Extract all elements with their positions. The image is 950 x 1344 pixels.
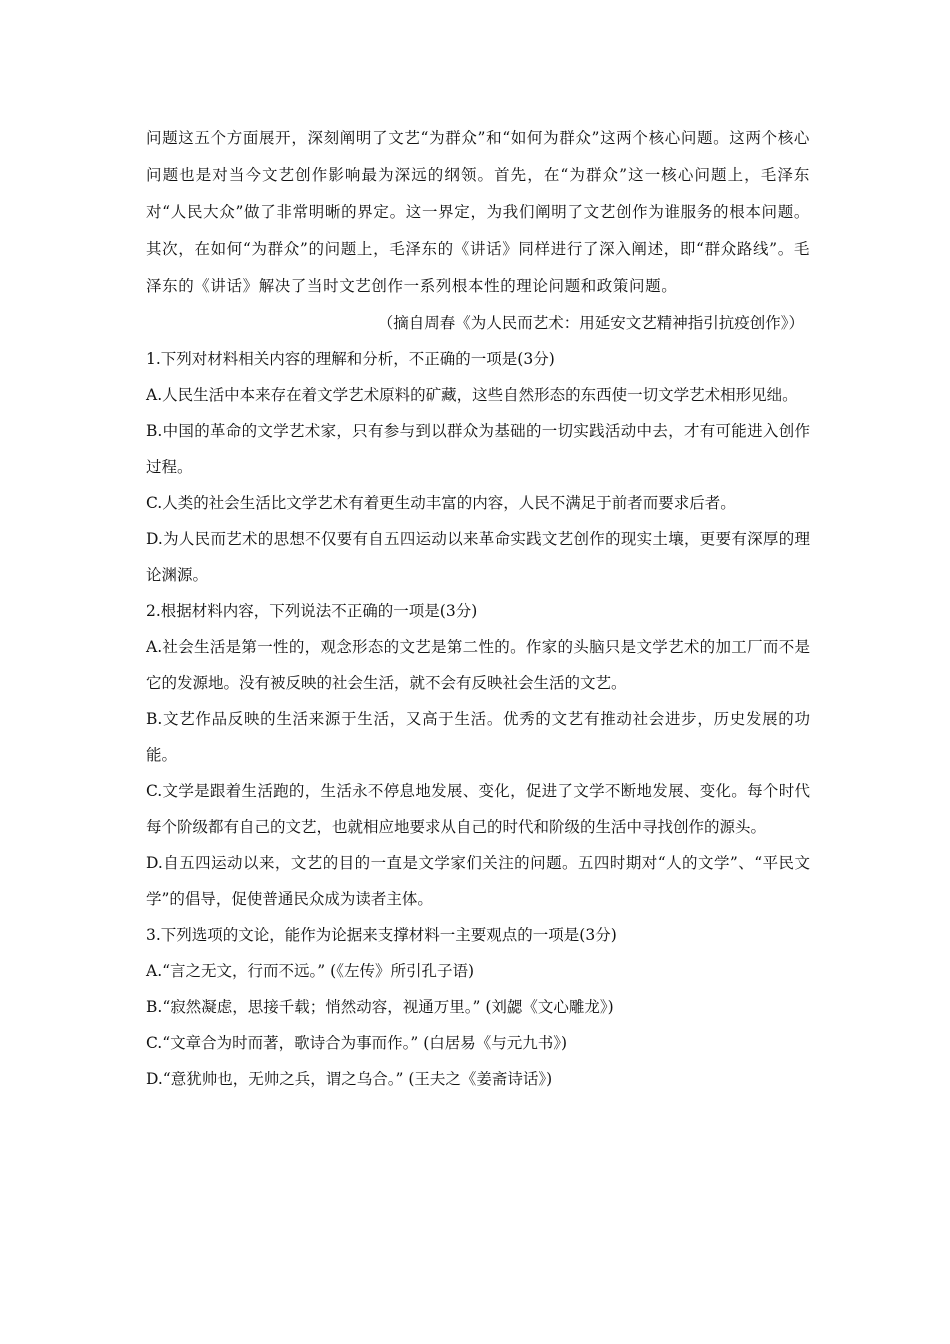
option-a: A.人民生活中本来存在着文学艺术原料的矿藏，这些自然形态的东西使一切文学艺术相形见绌。 <box>146 386 798 404</box>
passage-source: （摘自周春《为人民而艺术：用延安文艺精神指引抗疫创作》） <box>377 314 804 332</box>
question-stem: 3.下列选项的文论，能作为论据来支撑材料一主要观点的一项是(3分) <box>146 926 617 944</box>
question-1 <box>146 341 810 593</box>
option-b: B.文艺作品反映的生活来源于生活，又高于生活。优秀的文艺有推动社会进步，历史发展的功能。 <box>146 710 810 764</box>
question-stem: 2.根据材料内容，下列说法不正确的一项是(3分) <box>146 602 478 620</box>
reading-passage <box>146 120 810 305</box>
option-d: D.自五四运动以来，文艺的目的一直是文学家们关注的问题。五四时期对“人的文学”、“平民文学”的倡导，促使普通民众成为读者主体。 <box>146 854 810 908</box>
option-b: B.“寂然凝虑，思接千载；悄然动容，视通万里。” (刘勰《文心雕龙》) <box>146 998 614 1016</box>
option-c: C.“文章合为时而著，歌诗合为事而作。” (白居易《与元九书》) <box>146 1034 568 1052</box>
option-d: D.为人民而艺术的思想不仅要有自五四运动以来革命实践文艺创作的现实土壤，更要有深厚的理论渊源。 <box>146 530 810 584</box>
exam-page <box>146 120 810 1097</box>
passage-paragraph: 问题这五个方面展开，深刻阐明了文艺“为群众”和“如何为群众”这两个核心问题。这两个核心问题也是对当今文艺创作影响最为深远的纲领。首先，在“为群众”这一核心问题上，毛泽东对“人民大众”做了非常明晰的界定。这一界定，为我们阐明了文艺创作为谁服务的根本问题。其次，在如何“为群众”的问题上，毛泽东的《讲话》同样进行了深入阐述，即“群众路线”。毛泽东的《讲话》解决了当时文艺创作一系列根本性的理论问题和政策问题。 <box>146 129 810 295</box>
question-3 <box>146 917 810 1097</box>
question-stem: 1.下列对材料相关内容的理解和分析，不正确的一项是(3分) <box>146 350 555 368</box>
option-c: C.人类的社会生活比文学艺术有着更生动丰富的内容，人民不满足于前者而要求后者。 <box>146 494 736 512</box>
option-d: D.“意犹帅也，无帅之兵，谓之乌合。” (王夫之《姜斋诗话》) <box>146 1070 553 1088</box>
option-b: B.中国的革命的文学艺术家，只有参与到以群众为基础的一切实践活动中去，才有可能进入创作过程。 <box>146 422 810 476</box>
option-c: C.文学是跟着生活跑的，生活永不停息地发展、变化，促进了文学不断地发展、变化。每个时代每个阶级都有自己的文艺，也就相应地要求从自己的时代和阶级的生活中寻找创作的源头。 <box>146 782 810 836</box>
question-2 <box>146 593 810 917</box>
option-a: A.社会生活是第一性的，观念形态的文艺是第二性的。作家的头脑只是文学艺术的加工厂而不是它的发源地。没有被反映的社会生活，就不会有反映社会生活的文艺。 <box>146 638 810 692</box>
option-a: A.“言之无文，行而不远。” (《左传》所引孔子语) <box>146 962 474 980</box>
